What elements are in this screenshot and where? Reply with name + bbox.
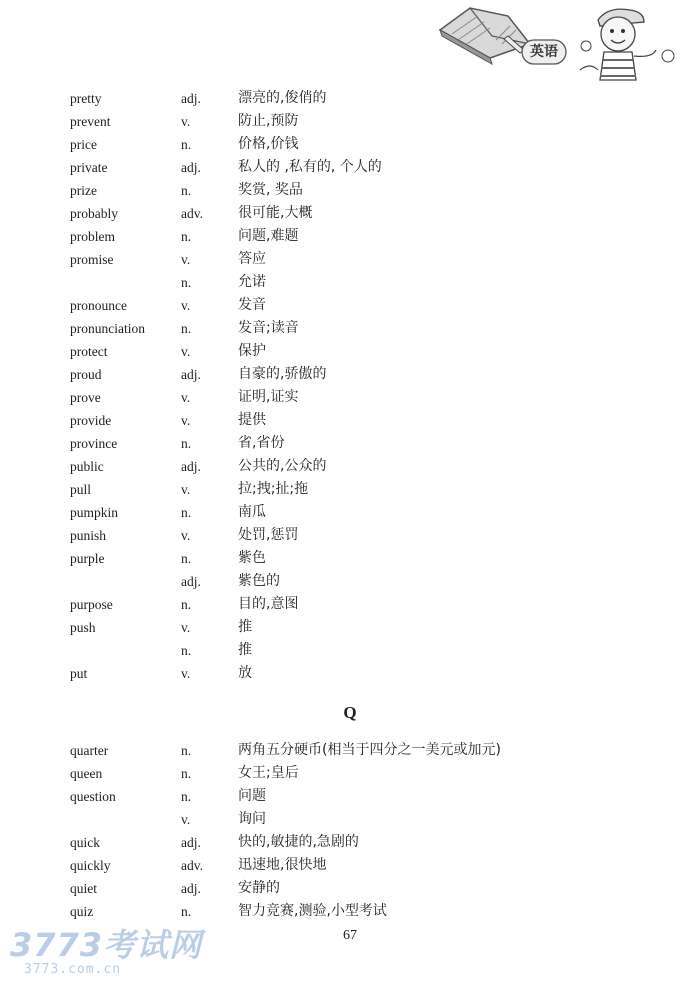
entry-part-of-speech: n. — [181, 183, 192, 198]
vocab-entry — [70, 762, 630, 785]
entry-word: provide — [70, 413, 112, 428]
entry-definition: 迅速地,很快地 — [238, 857, 327, 873]
watermark — [10, 920, 202, 977]
section-letter-heading: Q — [343, 703, 357, 722]
vocab-entry — [70, 110, 630, 133]
entry-definition: 智力竞赛,测验,小型考试 — [238, 903, 387, 919]
entry-definition: 女王;皇后 — [238, 765, 299, 781]
entry-part-of-speech: v. — [181, 812, 191, 827]
entry-word: quarter — [70, 743, 109, 758]
entry-word: probably — [70, 206, 118, 221]
entry-part-of-speech: n. — [181, 137, 192, 152]
entry-part-of-speech: n. — [181, 597, 192, 612]
vocab-entry — [70, 179, 630, 202]
entry-part-of-speech: n. — [181, 551, 192, 566]
watermark-url: 3773.com.cn — [24, 962, 122, 977]
entry-word: private — [70, 160, 108, 175]
page-number: 67 — [343, 928, 357, 943]
entry-definition: 两角五分硬币(相当于四分之一美元或加元) — [238, 742, 501, 758]
vocab-entry — [70, 156, 630, 179]
vocab-entry — [70, 340, 630, 363]
entry-definition: 保护 — [238, 343, 266, 359]
vocab-entry — [70, 547, 630, 570]
vocab-entry — [70, 854, 630, 877]
entry-word: purpose — [70, 597, 113, 612]
entry-word: pronounce — [70, 298, 127, 313]
vocabulary-list — [70, 87, 630, 923]
entry-part-of-speech: adj. — [181, 574, 201, 589]
entry-word: proud — [70, 367, 102, 382]
entry-word: pumpkin — [70, 505, 119, 520]
vocab-entry — [70, 877, 630, 900]
entry-word: prize — [70, 183, 97, 198]
entry-definition: 放 — [238, 665, 252, 681]
entry-part-of-speech: v. — [181, 344, 191, 359]
entry-word: prove — [70, 390, 101, 405]
entry-part-of-speech: v. — [181, 620, 191, 635]
entry-word — [70, 570, 181, 593]
entry-word: punish — [70, 528, 107, 543]
book-pencil-icon — [440, 8, 530, 64]
cartoon-boy-icon — [580, 9, 674, 80]
entry-word: problem — [70, 229, 115, 244]
entry-definition: 自豪的,骄傲的 — [238, 366, 327, 382]
entry-definition: 处罚,惩罚 — [238, 527, 299, 543]
entry-word: pull — [70, 482, 92, 497]
watermark-logo: 3773考试网 — [10, 926, 203, 964]
vocab-entry — [70, 662, 630, 685]
entry-definition: 奖赏, 奖品 — [238, 182, 303, 198]
subject-label: 英语 — [530, 44, 558, 60]
vocab-entry — [70, 409, 630, 432]
vocab-entry — [70, 455, 630, 478]
entry-definition: 很可能,大概 — [238, 205, 313, 221]
entry-definition: 证明,证实 — [238, 389, 299, 405]
vocab-entry — [70, 386, 630, 409]
entry-word: quickly — [70, 858, 111, 873]
entry-definition: 漂亮的,俊俏的 — [238, 90, 327, 106]
vocab-entry — [70, 294, 630, 317]
entry-part-of-speech: v. — [181, 298, 191, 313]
vocab-entry — [70, 739, 630, 762]
entry-definition: 答应 — [238, 251, 266, 267]
entry-word: promise — [70, 252, 114, 267]
entry-word: province — [70, 436, 118, 451]
entry-part-of-speech: n. — [181, 766, 192, 781]
vocab-entry — [70, 87, 630, 110]
entry-definition: 询问 — [238, 811, 266, 827]
header-decoration — [430, 0, 700, 82]
entry-definition: 拉;拽;扯;拖 — [238, 481, 309, 497]
entry-part-of-speech: v. — [181, 252, 191, 267]
entry-part-of-speech: n. — [181, 229, 192, 244]
vocab-entry — [70, 831, 630, 854]
entry-word: purple — [70, 551, 105, 566]
entry-definition: 省,省份 — [238, 435, 285, 451]
vocab-entry — [70, 616, 630, 639]
vocab-entry — [70, 524, 630, 547]
vocab-entry — [70, 133, 630, 156]
entry-part-of-speech: adj. — [181, 881, 201, 896]
entry-definition: 发音;读音 — [238, 320, 299, 336]
entry-word: quiz — [70, 904, 94, 919]
entry-part-of-speech: n. — [181, 321, 192, 336]
entry-part-of-speech: v. — [181, 114, 191, 129]
entry-part-of-speech: n. — [181, 743, 192, 758]
entry-part-of-speech: adv. — [181, 858, 203, 873]
entry-part-of-speech: n. — [181, 904, 192, 919]
vocab-entry — [70, 271, 630, 294]
entry-part-of-speech: adj. — [181, 91, 201, 106]
entry-word: queen — [70, 766, 103, 781]
vocab-entry — [70, 501, 630, 524]
entry-word: protect — [70, 344, 108, 359]
entry-definition: 提供 — [238, 412, 266, 428]
entry-definition: 目的,意图 — [238, 596, 299, 612]
entry-definition: 快的,敏捷的,急剧的 — [238, 834, 359, 850]
vocab-entry — [70, 639, 630, 662]
entry-part-of-speech: adv. — [181, 206, 203, 221]
vocab-entry — [70, 808, 630, 831]
entry-definition: 推 — [238, 642, 252, 658]
entry-part-of-speech: adj. — [181, 459, 201, 474]
entry-word: push — [70, 620, 96, 635]
entry-part-of-speech: n. — [181, 505, 192, 520]
entry-part-of-speech: adj. — [181, 367, 201, 382]
entry-definition: 价格,价钱 — [238, 136, 299, 152]
entry-definition: 南瓜 — [238, 504, 266, 520]
entry-word: pronunciation — [70, 321, 145, 336]
entry-definition: 允诺 — [238, 274, 266, 290]
entry-definition: 发音 — [238, 297, 266, 313]
entry-part-of-speech: n. — [181, 789, 192, 804]
vocab-entry — [70, 363, 630, 386]
entry-word: put — [70, 666, 88, 681]
vocab-entry — [70, 317, 630, 340]
entry-definition: 防止,预防 — [238, 113, 299, 129]
entry-part-of-speech: v. — [181, 482, 191, 497]
vocab-entry — [70, 785, 630, 808]
entry-part-of-speech: adj. — [181, 835, 201, 850]
entry-definition: 安静的 — [238, 880, 280, 896]
entry-word — [70, 639, 181, 662]
vocab-entry — [70, 225, 630, 248]
vocab-entry — [70, 593, 630, 616]
entry-definition: 推 — [238, 619, 252, 635]
entry-part-of-speech: n. — [181, 436, 192, 451]
entry-definition: 问题 — [238, 788, 266, 804]
entry-part-of-speech: v. — [181, 666, 191, 681]
vocab-entry — [70, 432, 630, 455]
entry-part-of-speech: n. — [181, 275, 192, 290]
entry-word — [70, 271, 181, 294]
entry-word: pretty — [70, 91, 102, 106]
entry-part-of-speech: adj. — [181, 160, 201, 175]
vocab-entry — [70, 202, 630, 225]
entry-word: quiet — [70, 881, 97, 896]
entry-word: public — [70, 459, 104, 474]
vocab-entry — [70, 478, 630, 501]
entry-word: question — [70, 789, 116, 804]
entry-part-of-speech: v. — [181, 390, 191, 405]
entry-definition: 紫色的 — [238, 573, 280, 589]
entry-word — [70, 808, 181, 831]
entry-word: price — [70, 137, 97, 152]
entry-word: quick — [70, 835, 100, 850]
vocab-entry — [70, 248, 630, 271]
vocab-entry — [70, 570, 630, 593]
entry-word: prevent — [70, 114, 111, 129]
entry-definition: 公共的,公众的 — [238, 458, 327, 474]
entry-definition: 私人的 ,私有的, 个人的 — [238, 159, 382, 175]
entry-part-of-speech: v. — [181, 413, 191, 428]
entry-part-of-speech: n. — [181, 643, 192, 658]
entry-definition: 问题,难题 — [238, 228, 299, 244]
entry-part-of-speech: v. — [181, 528, 191, 543]
entry-definition: 紫色 — [238, 550, 266, 566]
